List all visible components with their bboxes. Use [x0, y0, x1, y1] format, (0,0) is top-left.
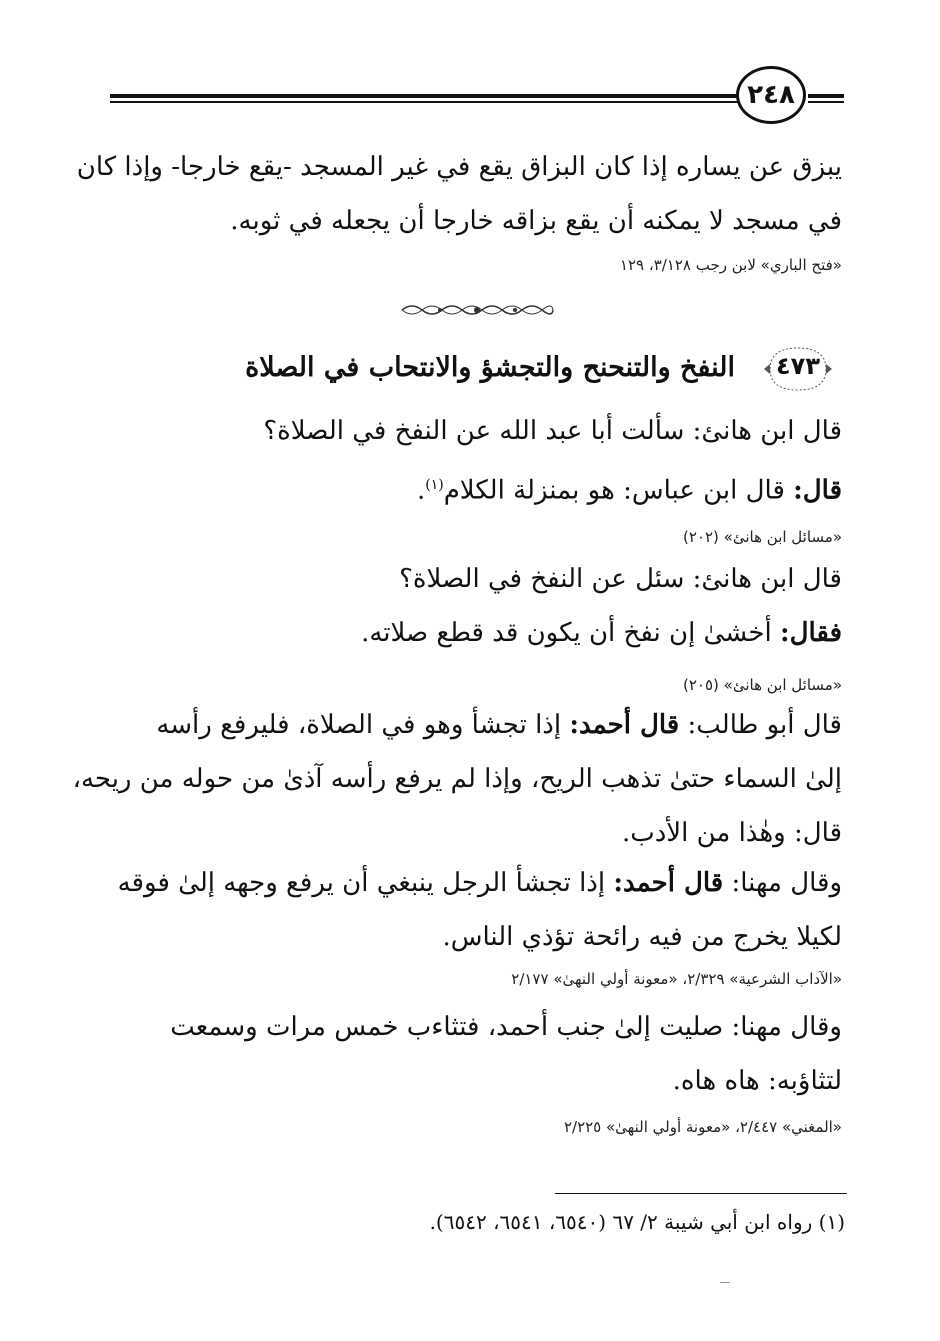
- block-1-answer: [112, 458, 842, 518]
- block-2-answer: [112, 606, 842, 660]
- speaker-label: قال أحمد:: [613, 868, 724, 898]
- block-2-source: «مسائل ابن هانئ» (٢٠٥): [683, 676, 842, 694]
- page-number: ٢٤٨: [736, 66, 806, 124]
- intro-line-1: يبزق عن يساره إذا كان البزاق يقع في غير المسجد -يقع خارجا- وإذا كان: [76, 152, 842, 182]
- intro-line-2: في مسجد لا يمكنه أن يقع بزاقه خارجا أن يجعله في ثوبه.: [230, 206, 842, 236]
- muhanna-paragraph-1: [112, 856, 842, 964]
- scan-mark: [720, 1282, 730, 1283]
- answer-end: .: [416, 475, 426, 506]
- narrator-text: وقال مهنا:: [723, 868, 842, 898]
- answer-text: قال ابن عباس: هو بمنزلة الكلام: [443, 475, 794, 506]
- section-number: ٤٧٣: [776, 352, 820, 380]
- header-rule-thin: [110, 101, 738, 103]
- speaker-label: قال أحمد:: [569, 710, 680, 740]
- block-1-source: «مسائل ابن هانئ» (٢٠٢): [683, 528, 842, 546]
- intro-source: «فتح الباري» لابن رجب ٣/١٢٨، ١٢٩: [619, 256, 842, 274]
- block-2-question: قال ابن هانئ: سئل عن النفخ في الصلاة؟: [399, 564, 842, 594]
- ornament-divider: [400, 302, 555, 318]
- muhanna-1-line-1: [112, 856, 842, 910]
- muhanna-1-source: «الآداب الشرعية» ٢/٣٢٩، «معونة أولي النهىٰ» ٢/١٧٧: [511, 970, 842, 988]
- answer-text: أخشىٰ إن نفخ أن يكون قد قطع صلاته.: [361, 618, 780, 648]
- section-title: النفخ والتنحنح والتجشؤ والانتحاب في الصلاة: [245, 352, 735, 383]
- header-rule-tail: [808, 94, 844, 98]
- header-rule-tail-thin: [808, 101, 844, 103]
- block-1: [112, 404, 842, 518]
- footnote-ref[interactable]: (١): [425, 477, 444, 493]
- muhanna-2-line-1: وقال مهنا: صليت إلىٰ جنب أحمد، فتثاءب خمس مرات وسمعت: [170, 1012, 842, 1042]
- header-rule: [110, 94, 738, 98]
- muhanna-1-line-2: لكيلا يخرج من فيه رائحة تؤذي الناس.: [442, 922, 842, 952]
- answer-label: فقال:: [780, 618, 842, 648]
- abu-talib-paragraph: [72, 698, 842, 860]
- narrator-text: قال أبو طالب:: [679, 710, 842, 740]
- muhanna-2-line-2: لتثاؤبه: هاه هاه.: [672, 1066, 842, 1096]
- footnote-1: (١) رواه ابن أبي شيبة ٢/ ٦٧ (٦٥٤٠، ٦٥٤١، ٦٥٤٢).: [429, 1210, 845, 1234]
- muhanna-2-source: «المغني» ٢/٤٤٧، «معونة أولي النهىٰ» ٢/٢٢٥: [563, 1118, 842, 1136]
- abu-talib-line-3: قال: وهٰذا من الأدب.: [621, 818, 842, 848]
- muhanna-paragraph-2: [112, 1000, 842, 1108]
- footnote-rule: [555, 1193, 847, 1194]
- block-2: [112, 552, 842, 660]
- block-1-question: قال ابن هانئ: سألت أبا عبد الله عن النفخ في الصلاة؟: [263, 416, 842, 446]
- abu-talib-line-1: [112, 698, 842, 752]
- intro-paragraph: [76, 140, 842, 248]
- abu-talib-line-2: إلىٰ السماء حتىٰ تذهب الريح، وإذا لم يرفع رأسه آذىٰ من حوله من ريحه،: [72, 764, 842, 794]
- answer-label: قال:: [793, 475, 842, 506]
- statement-text: إذا تجشأ الرجل ينبغي أن يرفع وجهه إلىٰ فوقه: [117, 868, 614, 898]
- statement-text: إذا تجشأ وهو في الصلاة، فليرفع رأسه: [156, 710, 570, 740]
